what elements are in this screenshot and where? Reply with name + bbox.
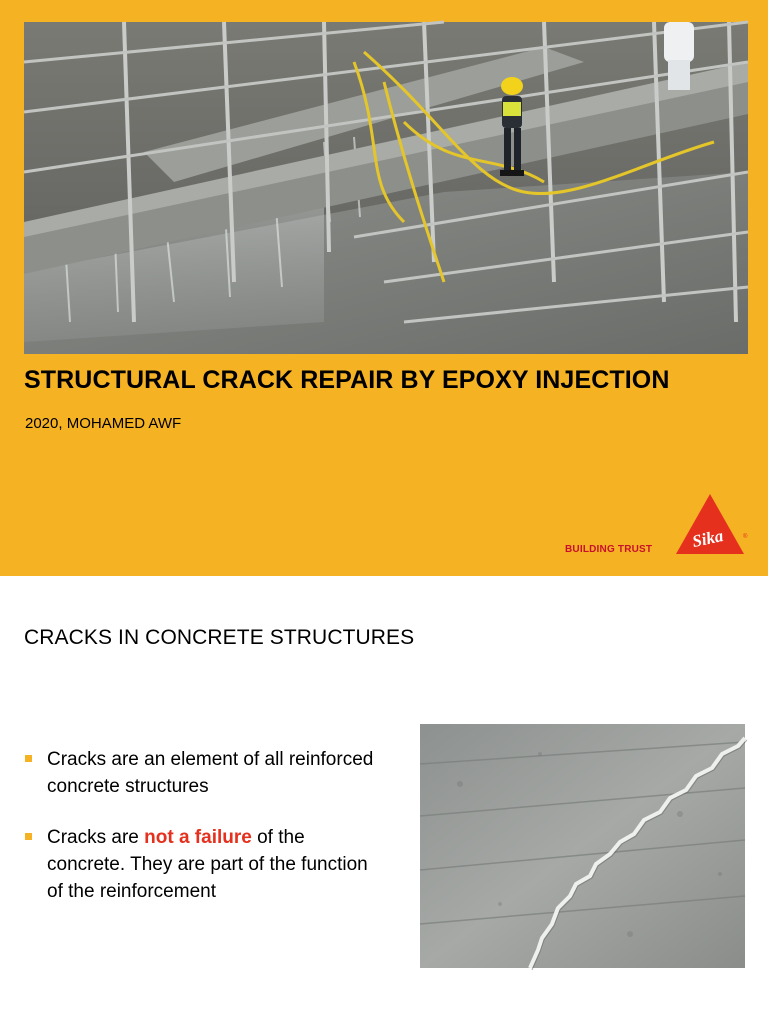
bullet-square-icon [25, 833, 32, 840]
bullet-text: Cracks are an element of all reinforced concrete structures [47, 749, 374, 797]
bullet-text-after: of the concrete. They are part of the function of the reinforcement [47, 827, 368, 902]
bullet-square-icon [25, 755, 32, 762]
crack-photo [420, 724, 745, 968]
slide-title: STRUCTURAL CRACK REPAIR BY EPOXY INJECTION [24, 366, 670, 394]
tagline: BUILDING TRUST [565, 544, 653, 555]
bullet-list [24, 746, 384, 929]
bullet-text-before: Cracks are [47, 827, 145, 848]
bullet-item [24, 746, 384, 800]
content-slide [0, 576, 768, 1024]
sika-logo [674, 492, 746, 556]
svg-text:Sika: Sika [690, 525, 725, 552]
bullet-highlight: not a failure [144, 827, 252, 848]
svg-text:®: ® [743, 534, 748, 540]
hero-photo [24, 22, 748, 354]
slide-heading: CRACKS IN CONCRETE STRUCTURES [24, 626, 415, 649]
bullet-item [24, 824, 384, 905]
slide-subtitle: 2020, MOHAMED AWF [25, 415, 182, 432]
